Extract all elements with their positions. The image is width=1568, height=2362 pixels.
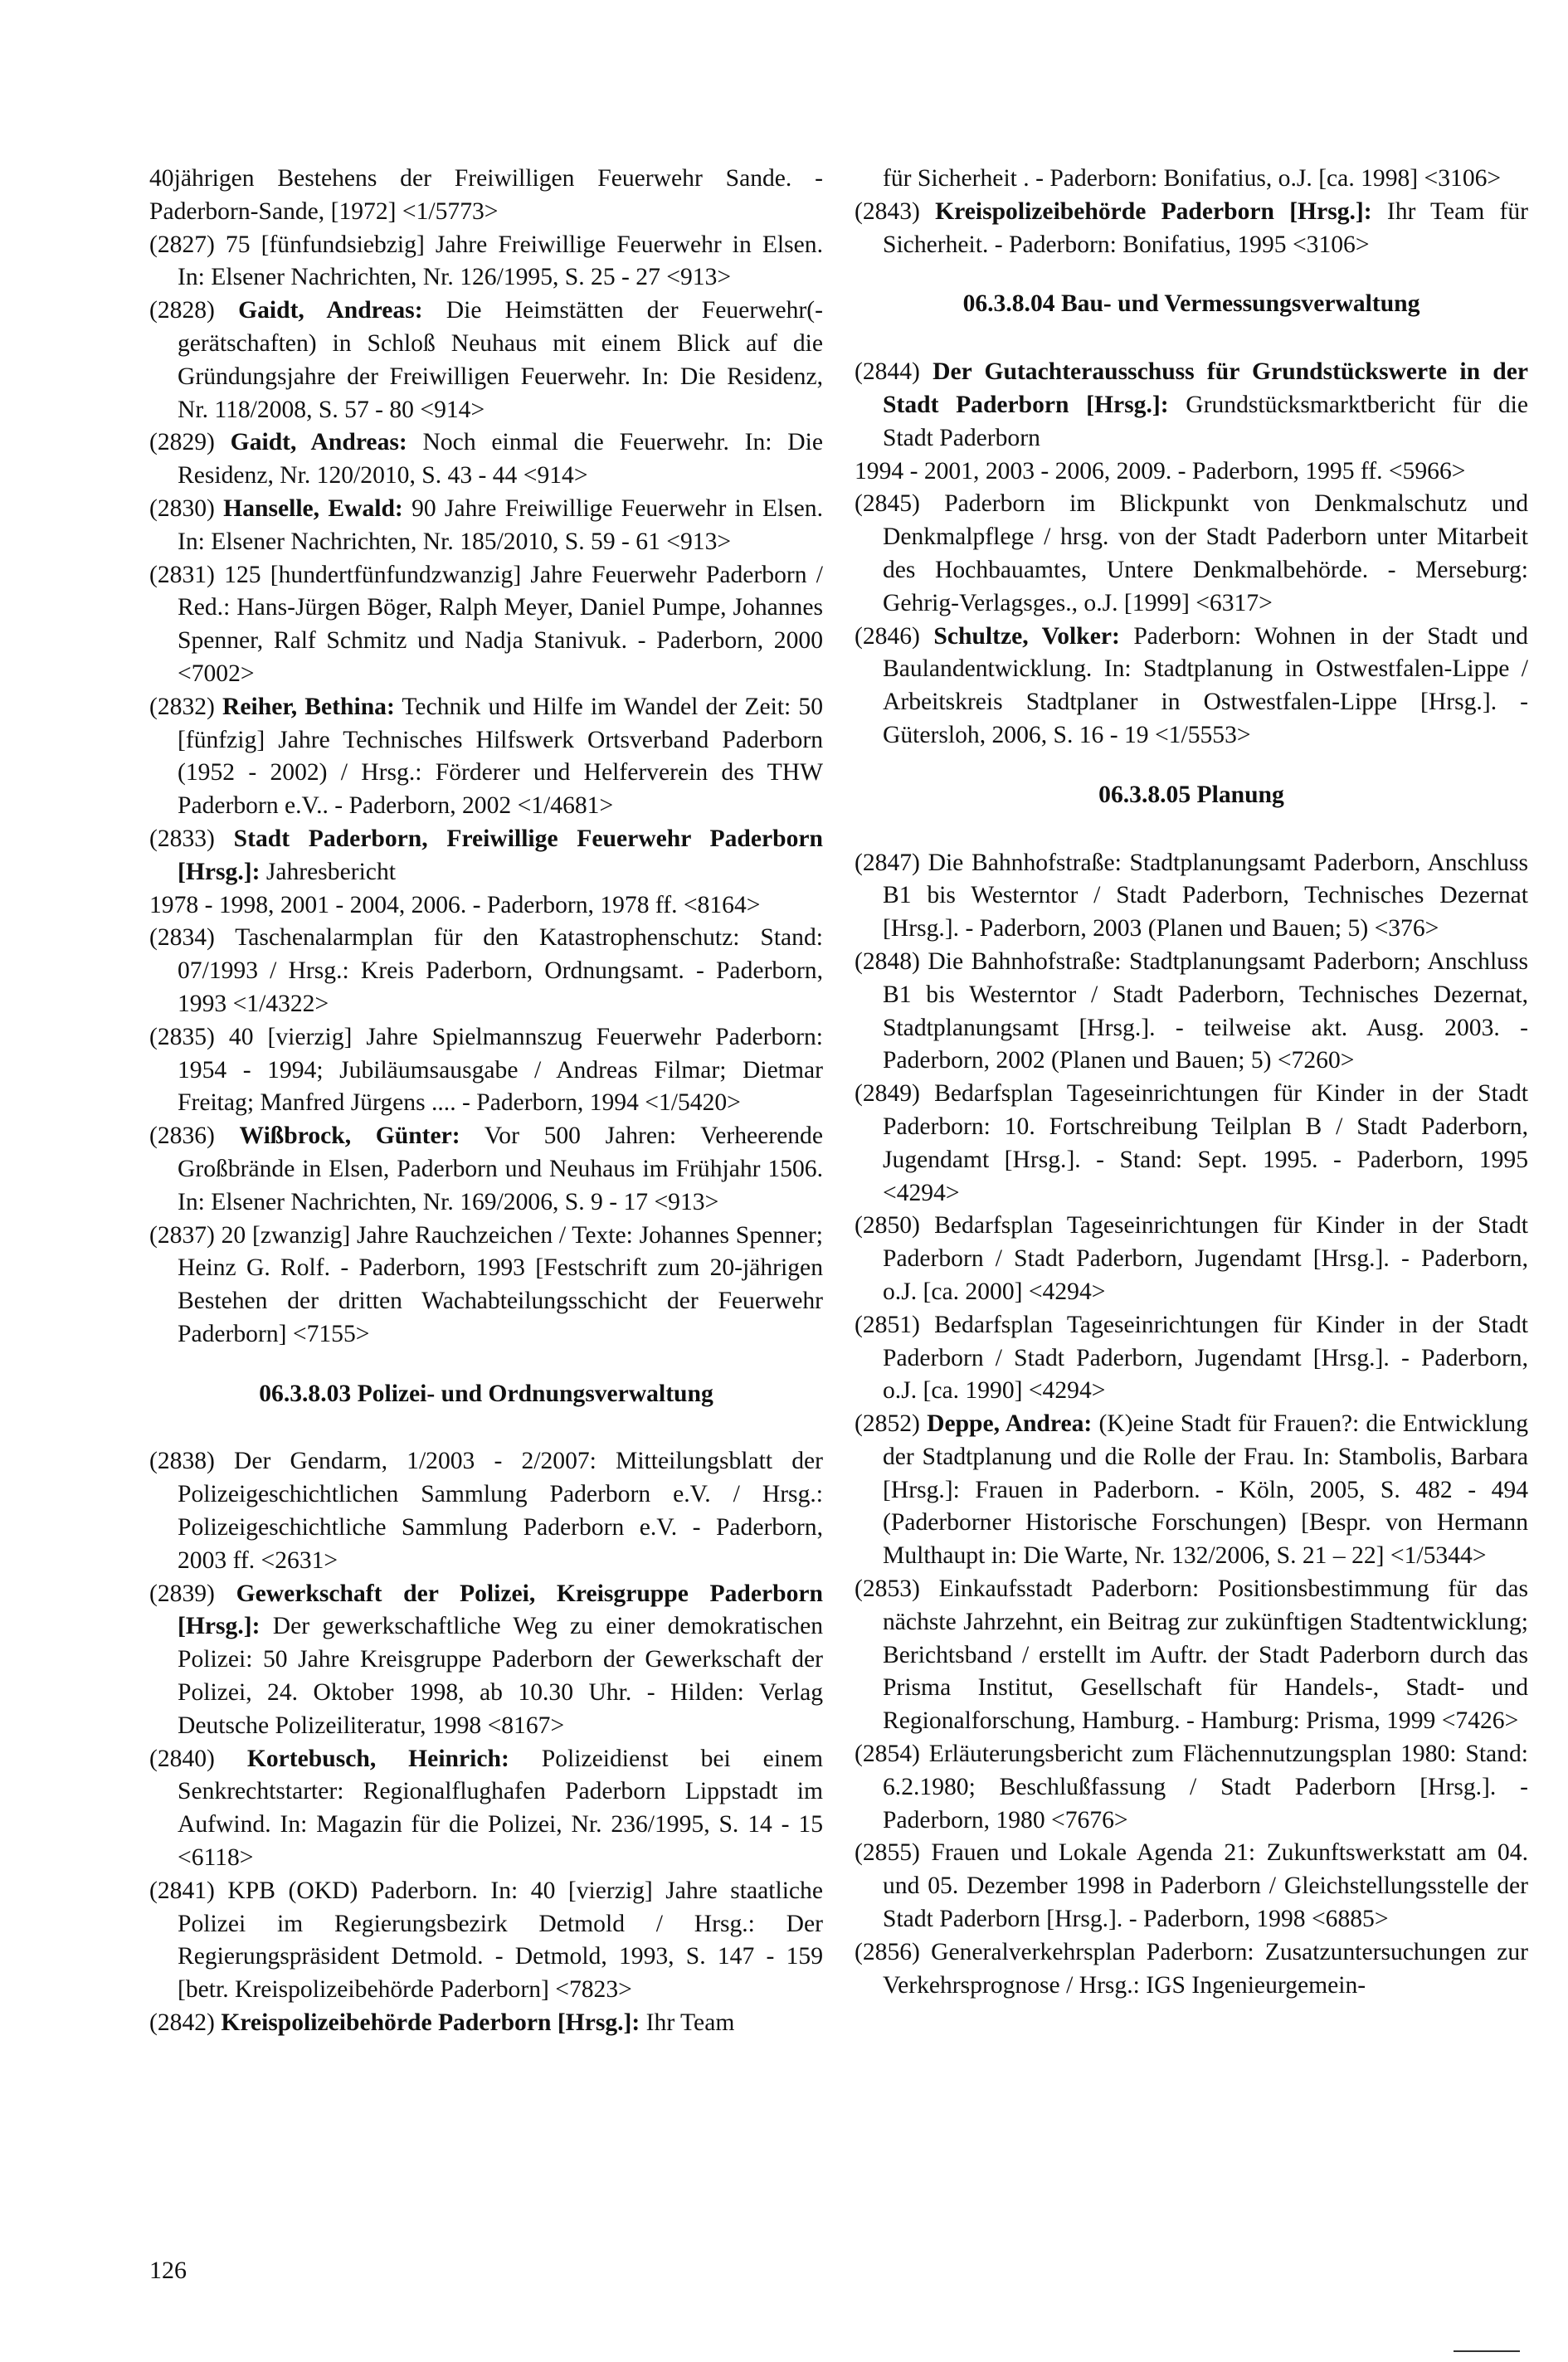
entry-2851: (2851) Bedarfsplan Tageseinrichtungen für Kinder in der Stadt Paderborn / Stadt Paderborn, Jugendamt [Hrsg.]. - Paderborn, o.J. [ca. 1990] <4294> — [855, 1311, 1528, 1405]
author-name: Schultze, Volker: — [933, 622, 1120, 650]
entry-2834: (2834) Taschenalarmplan für den Katastrophenschutz: Stand: 07/1993 / Hrsg.: Kreis Paderborn, Ordnungsamt. - Paderborn, 1993 <1/4322> — [149, 924, 823, 1017]
author-name: Der Gutachterausschuss für Grundstückswerte in der Stadt Paderborn [Hrsg.]: — [883, 358, 1529, 418]
section-heading-polizei: 06.3.8.03 Polizei- und Ordnungsverwaltung — [259, 1380, 713, 1407]
author-name: Stadt Paderborn, Freiwillige Feuerwehr Paderborn [Hrsg.]: — [178, 825, 823, 885]
author-name: Gaidt, Andreas: — [238, 297, 423, 324]
entry-2852: (2852) Deppe, Andrea: (K)eine Stadt für Frauen?: die Entwicklung der Stadtplanung und die Rolle der Frau. In: Stambolis, Barbara [Hrsg.]: Frauen in Paderborn. - Köln, 2005, S. 482 - 494 (Paderborner Historische Forschungen) [Bespr. von Hermann Multhaupt in: Die Warte, Nr. 132/2006, S. 21 – 22] <1/5344> — [855, 1410, 1528, 1570]
entry-2832: (2832) Reiher, Bethina: Technik und Hilfe im Wandel der Zeit: 50 [fünfzig] Jahre Technisches Hilfswerk Ortsverband Paderborn (1952 - 2002) / Hrsg.: Förderer und Helferverein des THW Paderborn e.V.. - Paderborn, 2002 <1/4681> — [149, 693, 823, 820]
entry-2829: (2829) Gaidt, Andreas: Noch einmal die Feuerwehr. In: Die Residenz, Nr. 120/2010, S. 43 - 44 <914> — [149, 429, 823, 489]
entry-2846: (2846) Schultze, Volker: Paderborn: Wohnen in der Stadt und Baulandentwicklung. In: Stadtplanung in Ostwestfalen-Lippe / Arbeitskreis Stadtplaner in Ostwestfalen-Lippe [Hrsg.]. - Gütersloh, 2006, S. 16 - 19 <1/5553> — [855, 622, 1528, 748]
author-name: Reiher, Bethina: — [222, 693, 395, 720]
entry-2853: (2853) Einkaufsstadt Paderborn: Positionsbestimmung für das nächste Jahrzehnt, ein Beitrag zur zukünftigen Stadtentwicklung; Berichtsband / erstellt im Auftr. der Stadt Paderborn durch das Prisma Institut, Gesellschaft für Handels-, Stadt- und Regionalforschung, Hamburg. - Hamburg: Prisma, 1999 <7426> — [855, 1575, 1528, 1735]
author-name: Deppe, Andrea: — [927, 1410, 1093, 1438]
entry-2856: (2856) Generalverkehrsplan Paderborn: Zusatzuntersuchungen zur Verkehrsprognose / Hrsg.: IGS Ingenieurgemein- — [855, 1938, 1528, 1999]
page-number: 126 — [149, 2257, 187, 2284]
right-column — [855, 163, 1528, 2002]
entry-2837: (2837) 20 [zwanzig] Jahre Rauchzeichen / Texte: Johannes Spenner; Heinz G. Rolf. - Paderborn, 1993 [Festschrift zum 20-jährigen Bestehen der dritten Wachabteilungsschicht der Feuerwehr Paderborn] <7155> — [149, 1221, 823, 1347]
author-name: Kreispolizeibehörde Paderborn [Hrsg.]: — [935, 197, 1372, 225]
entry-2828: (2828) Gaidt, Andreas: Die Heimstätten der Feuerwehr(-gerätschaften) in Schloß Neuhaus mit einem Blick auf die Gründungsjahre der Freiwilligen Feuerwehr. In: Die Residenz, Nr. 118/2008, S. 57 - 80 <914> — [149, 297, 823, 423]
entry-2838: (2838) Der Gendarm, 1/2003 - 2/2007: Mitteilungsblatt der Polizeigeschichtlichen Sammlung Paderborn e.V. / Hrsg.: Polizeigeschichtliche Sammlung Paderborn e.V. - Paderborn, 2003 ff. <2631> — [149, 1448, 823, 1574]
entry-2831: (2831) 125 [hundertfünfundzwanzig] Jahre Feuerwehr Paderborn / Red.: Hans-Jürgen Böger, Ralph Meyer, Daniel Pumpe, Johannes Spenner, Ralf Schmitz und Nadja Stanivuk. - Paderborn, 2000 <7002> — [149, 561, 823, 687]
author-name: Kreispolizeibehörde Paderborn [Hrsg.]: — [221, 2009, 640, 2037]
entry-2854: (2854) Erläuterungsbericht zum Flächennutzungsplan 1980: Stand: 6.2.1980; Beschlußfassung / Stadt Paderborn [Hrsg.]. - Paderborn, 1980 <7676> — [855, 1741, 1528, 1834]
entry-2842: (2842) Kreispolizeibehörde Paderborn [Hrsg.]: Ihr Team — [149, 2009, 735, 2037]
entry-2827: (2827) 75 [fünfundsiebzig] Jahre Freiwillige Feuerwehr in Elsen. In: Elsener Nachrichten, Nr. 126/1995, S. 25 - 27 <913> — [149, 231, 823, 291]
entry-2855: (2855) Frauen und Lokale Agenda 21: Zukunftswerkstatt am 04. und 05. Dezember 1998 in Paderborn / Gleichstellungsstelle der Stadt Paderborn [Hrsg.]. - Paderborn, 1998 <6885> — [855, 1839, 1528, 1933]
entry-2830: (2830) Hanselle, Ewald: 90 Jahre Freiwillige Feuerwehr in Elsen. In: Elsener Nachrichten, Nr. 185/2010, S. 59 - 61 <913> — [149, 494, 823, 555]
entry-2844-continuation: 1994 - 2001, 2003 - 2006, 2009. - Paderborn, 1995 ff. <5966> — [855, 457, 1466, 485]
entry-2845: (2845) Paderborn im Blickpunkt von Denkmalschutz und Denkmalpflege / hrsg. von der Stadt Paderborn unter Mitarbeit des Hochbauamtes, Untere Denkmalbehörde. - Merseburg: Gehrig-Verlagsges., o.J. [1999] <6317> — [855, 490, 1528, 616]
entry-2849: (2849) Bedarfsplan Tageseinrichtungen für Kinder in der Stadt Paderborn: 10. Fortschreibung Teilplan B / Stadt Paderborn, Jugendamt [Hrsg.]. - Stand: Sept. 1995. - Paderborn, 1995 <4294> — [855, 1080, 1528, 1206]
left-column — [149, 163, 823, 2040]
entry-2842-continuation: für Sicherheit . - Paderborn: Bonifatius, o.J. [ca. 1998] <3106> — [883, 165, 1502, 192]
entry-2843: (2843) Kreispolizeibehörde Paderborn [Hrsg.]: Ihr Team für Sicherheit. - Paderborn: Bonifatius, 1995 <3106> — [855, 197, 1529, 258]
scan-edge-line — [1454, 2350, 1520, 2352]
entry-2847: (2847) Die Bahnhofstraße: Stadtplanungsamt Paderborn, Anschluss B1 bis Westerntor / Stadt Paderborn, Technisches Dezernat [Hrsg.]. - Paderborn, 2003 (Planen und Bauen; 5) <376> — [855, 849, 1528, 942]
entry-2839: (2839) Gewerkschaft der Polizei, Kreisgruppe Paderborn [Hrsg.]: Der gewerkschaftliche Weg zu einer demokratischen Polizei: 50 Jahre Kreisgruppe Paderborn der Gewerkschaft der Polizei, 24. Oktober 1998, ab 10.30 Uhr. - Hilden: Verlag Deutsche Polizeiliteratur, 1998 <8167> — [149, 1580, 823, 1739]
author-name: Gaidt, Andreas: — [230, 429, 407, 456]
entry-2848: (2848) Die Bahnhofstraße: Stadtplanungsamt Paderborn; Anschluss B1 bis Westerntor / Stadt Paderborn, Technisches Dezernat, Stadtplanungsamt [Hrsg.]. - teilweise akt. Ausg. 2003. - Paderborn, 2002 (Planen und Bauen; 5) <7260> — [855, 947, 1528, 1074]
entry-2850: (2850) Bedarfsplan Tageseinrichtungen für Kinder in der Stadt Paderborn / Stadt Paderborn, Jugendamt [Hrsg.]. - Paderborn, o.J. [ca. 2000] <4294> — [855, 1212, 1528, 1305]
entry-2841: (2841) KPB (OKD) Paderborn. In: 40 [vierzig] Jahre staatliche Polizei im Regierungsbezirk Detmold / Hrsg.: Der Regierungspräsident Detmold. - Detmold, 1993, S. 147 - 159 [betr. Kreispolizeibehörde Paderborn] <7823> — [149, 1877, 823, 2004]
continued-entry: 40jährigen Bestehens der Freiwilligen Feuerwehr Sande. - Paderborn-Sande, [1972] <1/5773> — [149, 165, 823, 225]
section-heading-bau: 06.3.8.04 Bau- und Vermessungsverwaltung — [962, 290, 1420, 318]
entry-2836: (2836) Wißbrock, Günter: Vor 500 Jahren: Verheerende Großbrände in Elsen, Paderborn und Neuhaus im Frühjahr 1506. In: Elsener Nachrichten, Nr. 169/2006, S. 9 - 17 <913> — [149, 1123, 823, 1215]
entry-2840: (2840) Kortebusch, Heinrich: Polizeidienst bei einem Senkrechtstarter: Regionalflughafen Paderborn Lippstadt im Aufwind. In: Magazin für die Polizei, Nr. 236/1995, S. 14 - 15 <6118> — [149, 1745, 823, 1872]
author-name: Kortebusch, Heinrich: — [246, 1745, 509, 1772]
author-name: Wißbrock, Günter: — [239, 1123, 460, 1150]
entry-2833-continuation: 1978 - 1998, 2001 - 2004, 2006. - Paderborn, 1978 ff. <8164> — [149, 891, 761, 918]
author-name: Gewerkschaft der Polizei, Kreisgruppe Paderborn [Hrsg.]: — [178, 1580, 823, 1640]
entry-2835: (2835) 40 [vierzig] Jahre Spielmannszug Feuerwehr Paderborn: 1954 - 1994; Jubiläumsausgabe / Andreas Filmar; Dietmar Freitag; Manfred Jürgens .... - Paderborn, 1994 <1/5420> — [149, 1023, 823, 1117]
entry-2844: (2844) Der Gutachterausschuss für Grundstückswerte in der Stadt Paderborn [Hrsg.]: Grundstücksmarktbericht für die Stadt Paderborn — [855, 358, 1529, 451]
section-heading-planung: 06.3.8.05 Planung — [1098, 781, 1284, 808]
author-name: Hanselle, Ewald: — [223, 494, 403, 522]
entry-2833: (2833) Stadt Paderborn, Freiwillige Feuerwehr Paderborn [Hrsg.]: Jahresbericht — [149, 825, 823, 885]
